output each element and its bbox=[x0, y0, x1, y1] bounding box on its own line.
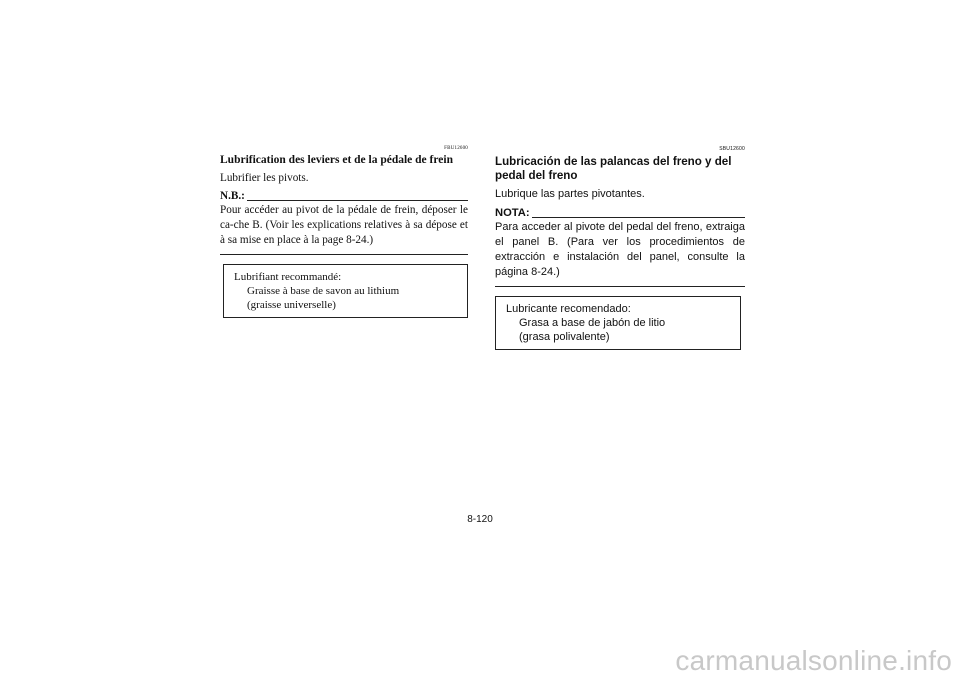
spanish-column bbox=[495, 146, 745, 350]
note-label: NOTA: bbox=[495, 207, 530, 219]
intro-text: Lubrique las partes pivotantes. bbox=[495, 188, 645, 200]
section-title: Lubrification des leviers et de la pédale de frein bbox=[220, 154, 453, 166]
note-rule bbox=[532, 217, 745, 218]
lubricant-heading: Lubrifiant recommandé: bbox=[234, 271, 342, 283]
lubricant-heading: Lubricante recomendado: bbox=[506, 303, 631, 315]
page-number: 8-120 bbox=[467, 514, 493, 525]
note-text: Pour accéder au pivot de la pédale de frein, déposer le ca-che B. (Voir les explications relatives à sa dépose et à sa mise en place à la page 8-24.) bbox=[220, 204, 468, 246]
note-text: Para acceder al pivote del pedal del freno, extraiga el panel B. (Para ver los procedimientos de extracción e instalación del panel, consulte la página 8-24.) bbox=[495, 221, 745, 278]
lubricant-box bbox=[223, 264, 468, 318]
lubricant-line: Graisse à base de savon au lithium bbox=[247, 285, 400, 297]
section-title: Lubricación de las palancas del freno y del pedal del freno bbox=[495, 155, 732, 182]
lubricant-line: (grasa polivalente) bbox=[519, 331, 610, 343]
lubricant-box bbox=[495, 296, 741, 350]
note-end-rule bbox=[220, 254, 468, 255]
note-label: N.B.: bbox=[220, 190, 245, 202]
section-code: SBU12600 bbox=[719, 146, 745, 152]
note-header bbox=[220, 190, 468, 203]
note-rule bbox=[247, 200, 468, 201]
lubricant-line: Grasa a base de jabón de litio bbox=[519, 317, 666, 329]
note-header bbox=[495, 207, 745, 220]
intro-text: Lubrifier les pivots. bbox=[220, 172, 309, 184]
section-code: FBU12600 bbox=[444, 146, 468, 151]
watermark: carmanualsonline.info bbox=[675, 645, 952, 676]
french-column bbox=[220, 146, 468, 318]
lubricant-line: (graisse universelle) bbox=[247, 299, 336, 311]
note-end-rule bbox=[495, 286, 745, 287]
